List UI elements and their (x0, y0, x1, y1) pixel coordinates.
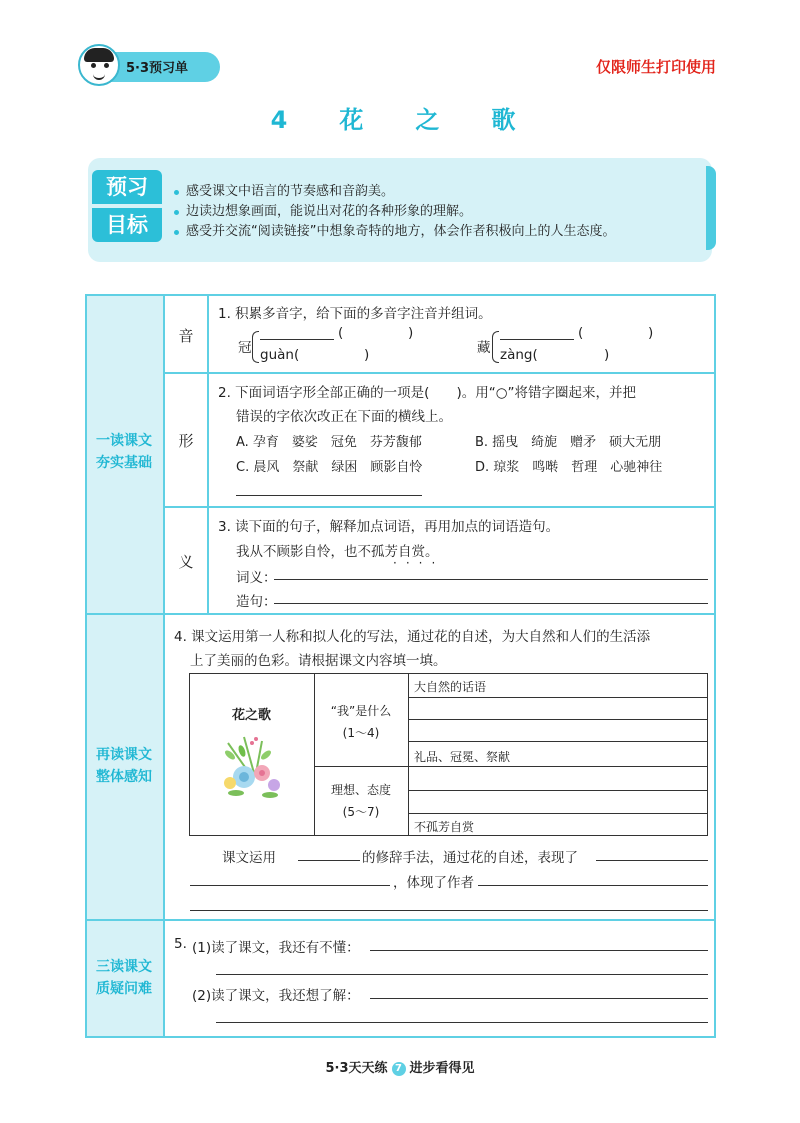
make-sentence-label: 造句： (236, 594, 277, 610)
question-5-number: 5. (174, 936, 187, 952)
fill-part-2: 的修辞手法，通过花的自述，表现了 (362, 850, 578, 866)
polyphone-char-2: 藏 (477, 340, 491, 356)
question-3: 3. 读下面的句子，解释加点词语，再用加点的词语造句。 (218, 519, 560, 535)
make-sentence-answer-line[interactable] (274, 603, 708, 604)
fill-answer-line[interactable] (596, 860, 708, 861)
goal-item: 感受并交流“阅读链接”中想象奇特的地方，体会作者积极向上的人生态度。 (174, 222, 615, 242)
mascot-avatar-icon (78, 44, 120, 86)
pinyin-answer-line[interactable] (500, 339, 574, 340)
question-1: 1. 积累多音字，给下面的多音字注音并组词。 (218, 306, 492, 322)
answer-line[interactable] (370, 950, 708, 951)
bullet-icon (174, 190, 179, 195)
table-title: 花之歌 (231, 708, 271, 723)
option-a[interactable]: A. 孕育 婆娑 冠免 芬芳馥郁 (236, 435, 422, 450)
sub-label-meaning: 义 (178, 553, 194, 571)
section1-label-cell (85, 294, 163, 614)
goals-badge-bottom: 目标 (92, 208, 162, 242)
goals-panel-edge (706, 166, 716, 250)
page-title: 4 花 之 歌 (270, 106, 530, 134)
print-notice: 仅限师生打印使用 (595, 58, 716, 76)
question-4-line2: 上了美丽的色彩。请根据课文内容填一填。 (190, 653, 447, 669)
question-5-item-2: (2)读了课文，我还想了解： (192, 988, 360, 1004)
bullet-icon (174, 210, 179, 215)
fill-answer-line[interactable] (298, 860, 360, 861)
question-2-line2: 错误的字依次改正在下面的横线上。 (236, 409, 452, 425)
option-b[interactable]: B. 摇曳 绮旎 赠矛 硕大无朋 (475, 435, 662, 450)
page-number: 7 (392, 1062, 406, 1076)
fill-answer-line[interactable] (190, 885, 390, 886)
section1-label: 一读课文 夯实基础 (96, 433, 152, 471)
goals-badge (92, 170, 162, 246)
fill-part-3: ，体现了作者 (393, 875, 474, 891)
fill-part-1: 课文运用 (222, 850, 276, 866)
goal-item: 边读边想象画面，能说出对花的各种形象的理解。 (174, 202, 615, 222)
correction-answer-line[interactable] (236, 495, 422, 496)
footer-right: 进步看得见 (409, 1061, 475, 1076)
section3-label: 三读课文 质疑问难 (96, 959, 152, 997)
sub-label-form: 形 (178, 432, 194, 450)
footer (0, 1057, 800, 1076)
row1-header: “我”是什么 (1～4) (330, 704, 392, 740)
footer-left: 5·3天天练 (325, 1061, 388, 1076)
example-sentence: 我从不顾影自怜，也不孤芳自赏。 (236, 544, 439, 560)
brace-icon (252, 331, 259, 363)
fill-answer-line[interactable] (190, 910, 708, 911)
polyphone-pinyin-2: zàng( (500, 347, 538, 363)
question-2-line1: 2. 下面词语字形全部正确的一项是( )。用“○”将错字圈起来，并把 (218, 385, 636, 401)
section3-label-cell (85, 920, 163, 1038)
row2-header: 理想、态度 (5～7) (330, 783, 391, 819)
goals-list (174, 182, 615, 242)
answer-line[interactable] (370, 998, 708, 999)
goals-badge-top: 预习 (92, 170, 162, 204)
bullet-icon (174, 230, 179, 235)
flower-bouquet-illustration (214, 733, 292, 801)
series-label: 5·3预习单 (126, 61, 189, 76)
fill-answer-line[interactable] (478, 885, 708, 886)
table-cell: 大自然的话语 (414, 680, 487, 694)
option-d[interactable]: D. 琼浆 鸣啭 哲理 心驰神往 (475, 460, 663, 475)
polyphone-pinyin-1: guàn( (260, 347, 300, 363)
table-cell: 礼品、冠冕、祭献 (414, 750, 511, 764)
emphasis-dots: ···· (393, 556, 445, 570)
answer-line[interactable] (216, 974, 708, 975)
goal-item: 感受课文中语言的节奏感和音韵美。 (174, 182, 615, 202)
pinyin-answer-line[interactable] (260, 339, 334, 340)
answer-line[interactable] (216, 1022, 708, 1023)
section2-label-cell (85, 614, 163, 920)
question-4-line1: 4. 课文运用第一人称和拟人化的写法，通过花的自述，为大自然和人们的生活添 (174, 629, 651, 645)
word-meaning-answer-line[interactable] (274, 579, 708, 580)
sub-label-sound: 音 (178, 327, 194, 345)
option-c[interactable]: C. 晨风 祭献 绿困 顾影自怜 (236, 460, 423, 475)
brace-icon (492, 331, 499, 363)
question-5-item-1: (1)读了课文，我还有不懂： (192, 940, 360, 956)
word-meaning-label: 词义： (236, 570, 277, 586)
table-cell: 不孤芳自赏 (414, 820, 475, 834)
section2-label: 再读课文 整体感知 (96, 747, 152, 785)
polyphone-char-1: 冠 (238, 340, 252, 356)
